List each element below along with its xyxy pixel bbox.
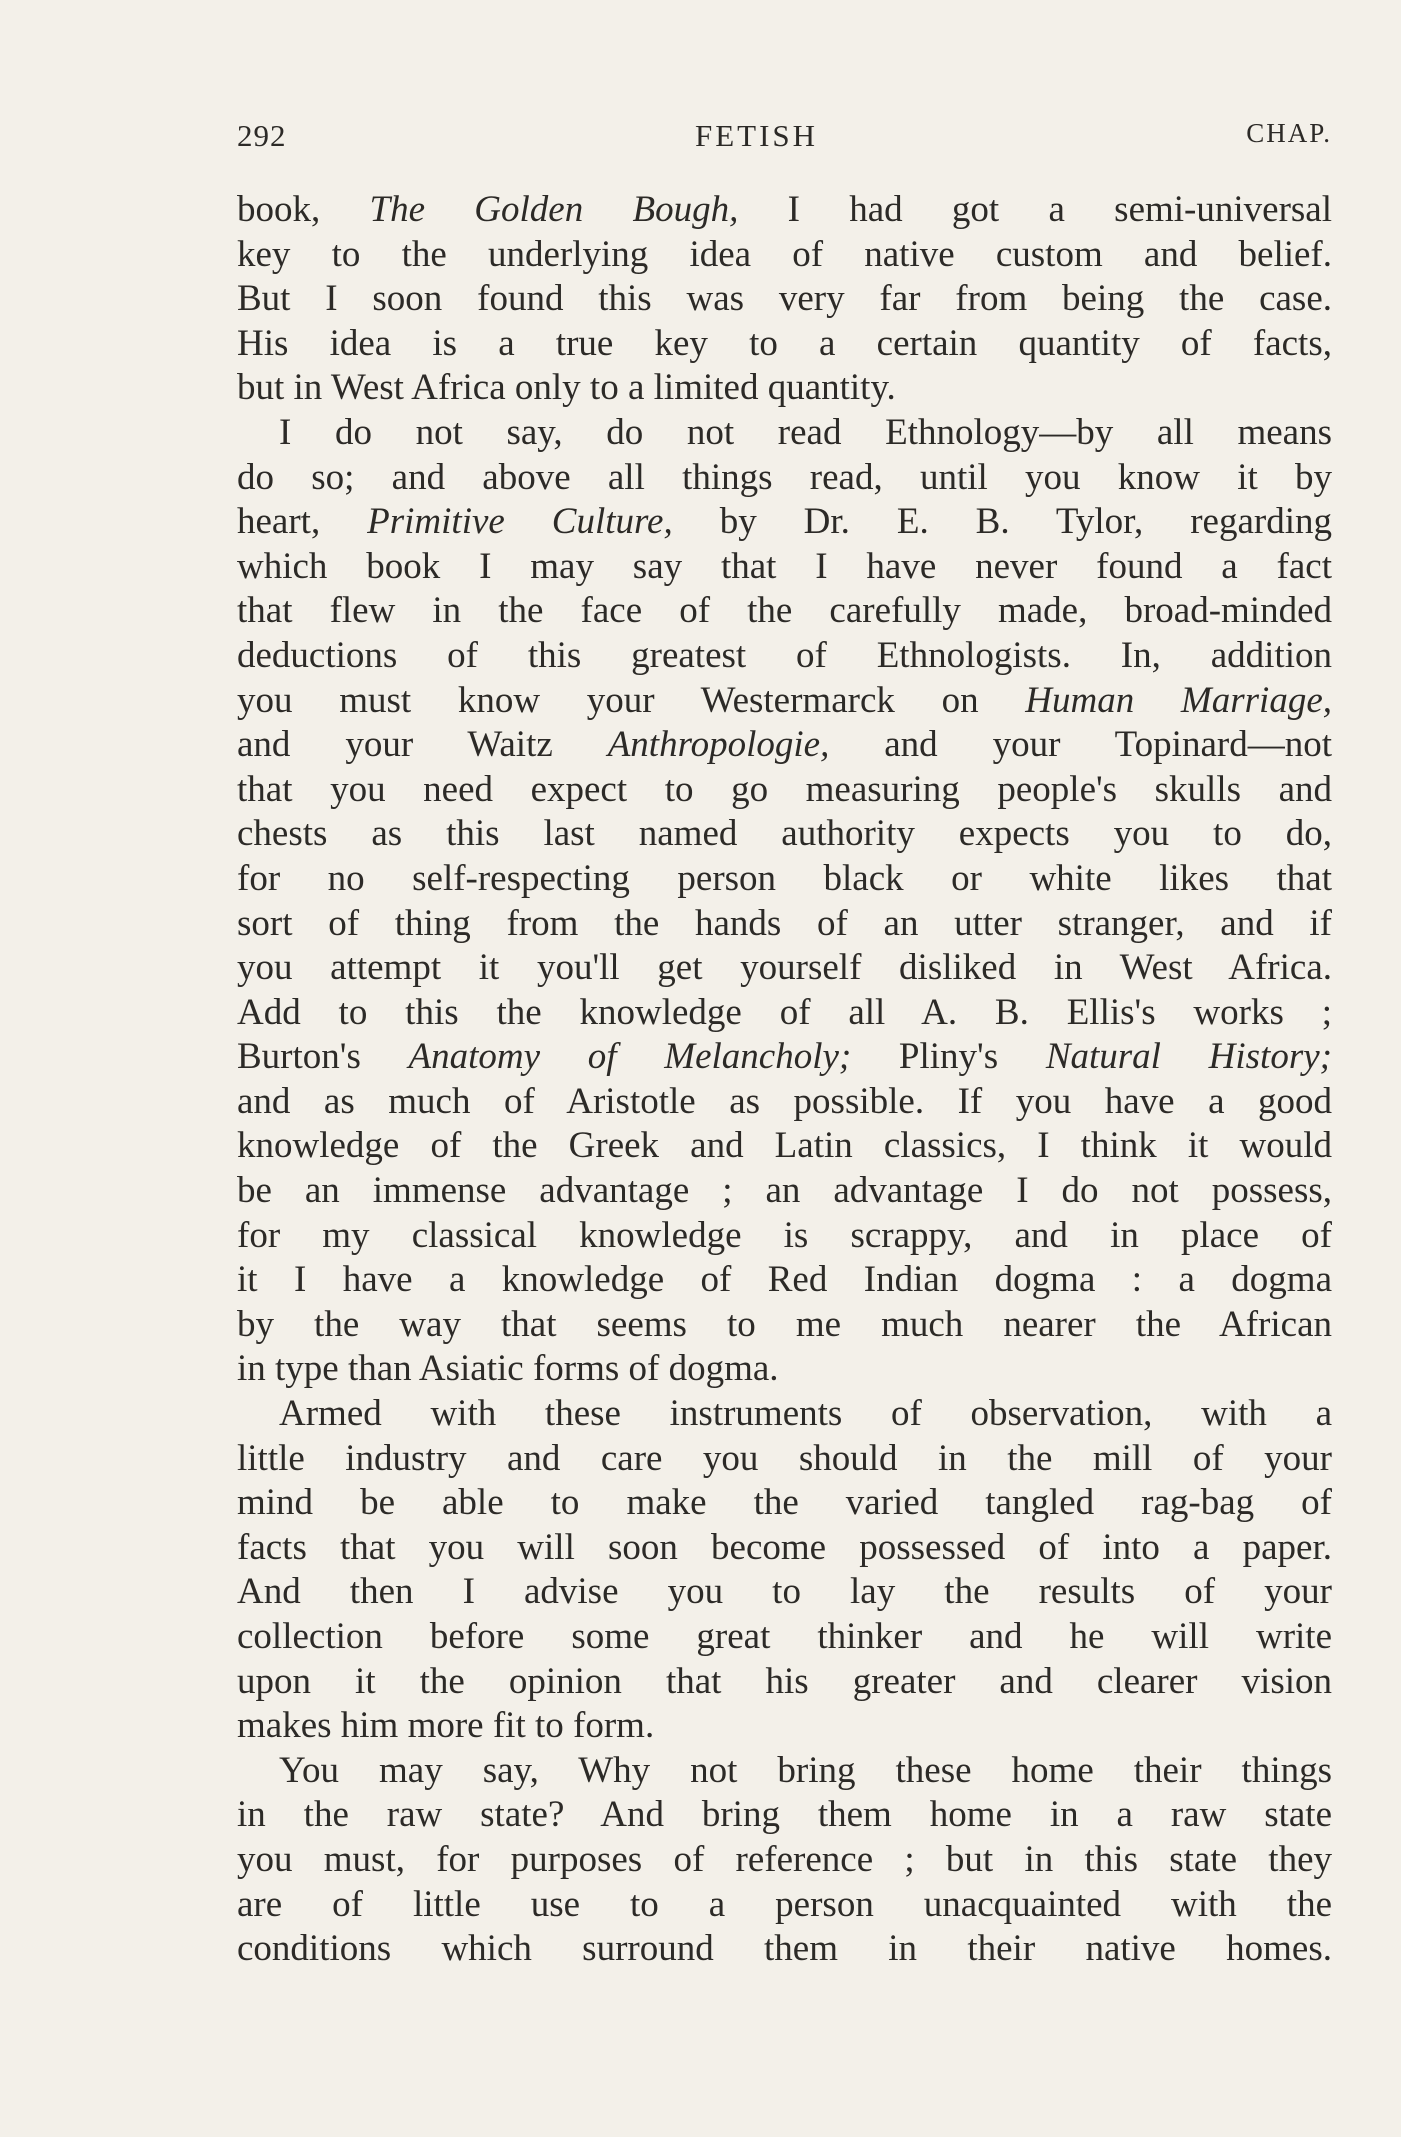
text-line: and as much of Aristotle as possible. If you have a good	[237, 1080, 1332, 1122]
text-line: be an immense advantage ; an advantage I do not possess,	[237, 1170, 1332, 1212]
text-line: but in West Africa only to a limited quantity.	[237, 367, 896, 409]
text-line: deductions of this greatest of Ethnologists. In, addition	[237, 634, 1332, 676]
text-line: are of little use to a person unacquainted with the	[237, 1883, 1332, 1925]
text-line: that flew in the face of the carefully made, broad-minded	[237, 590, 1332, 632]
page-number: 292	[237, 118, 287, 153]
text-line: chests as this last named authority expects you to do,	[237, 813, 1332, 855]
text-line: for no self-respecting person black or white likes that	[237, 857, 1332, 899]
text-line: knowledge of the Greek and Latin classics, I think it would	[237, 1125, 1332, 1167]
text-line: Add to this the knowledge of all A. B. Ellis's works ;	[237, 991, 1332, 1033]
text-line: His idea is a true key to a certain quantity of facts,	[237, 322, 1332, 364]
text-line: which book I may say that I have never found a fact	[237, 545, 1332, 587]
text-line: makes him more fit to form.	[237, 1705, 655, 1747]
text-line: I do not say, do not read Ethnology—by all means	[279, 411, 1332, 453]
text-line: little industry and care you should in the mill of your	[237, 1437, 1332, 1479]
text-line: Armed with these instruments of observation, with a	[279, 1393, 1332, 1435]
text-line: that you need expect to go measuring people's skulls and	[237, 768, 1332, 810]
text-line: it I have a knowledge of Red Indian dogma : a dogma	[237, 1259, 1332, 1301]
body-text	[237, 188, 1332, 1972]
text-line: But I soon found this was very far from being the case.	[237, 278, 1332, 320]
text-line: mind be able to make the varied tangled rag-bag of	[237, 1482, 1332, 1524]
text-line: you must, for purposes of reference ; but in this state they	[237, 1838, 1332, 1880]
text-line: sort of thing from the hands of an utter stranger, and if	[237, 902, 1332, 944]
text-line: do so; and above all things read, until you know it by	[237, 456, 1332, 498]
text-line: by the way that seems to me much nearer the African	[237, 1303, 1332, 1345]
text-line: conditions which surround them in their native homes.	[237, 1928, 1332, 1970]
text-line: in type than Asiatic forms of dogma.	[237, 1348, 779, 1390]
text-line: key to the underlying idea of native custom and belief.	[237, 233, 1332, 275]
chapter-label: CHAP.	[1246, 118, 1332, 148]
text-line: you must know your Westermarck on Human Marriage,	[237, 679, 1332, 721]
text-line: and your Waitz Anthropologie, and your Topinard—not	[237, 724, 1332, 766]
text-line: You may say, Why not bring these home their things	[279, 1749, 1332, 1791]
text-line: upon it the opinion that his greater and clearer vision	[237, 1660, 1332, 1702]
text-line: Burton's Anatomy of Melancholy; Pliny's Natural History;	[237, 1036, 1332, 1078]
text-line: And then I advise you to lay the results of your	[237, 1571, 1332, 1613]
text-line: heart, Primitive Culture, by Dr. E. B. Tylor, regarding	[237, 501, 1332, 543]
text-line: in the raw state? And bring them home in a raw state	[237, 1794, 1332, 1836]
text-line: book, The Golden Bough, I had got a semi-universal	[237, 189, 1332, 230]
text-line: collection before some great thinker and he will write	[237, 1616, 1332, 1657]
text-line: facts that you will soon become possessed of into a paper.	[237, 1526, 1332, 1568]
text-line: you attempt it you'll get yourself disliked in West Africa.	[237, 947, 1332, 989]
text-line: for my classical knowledge is scrappy, and in place of	[237, 1214, 1332, 1256]
running-title: FETISH	[695, 118, 819, 153]
page-header	[237, 118, 1332, 168]
